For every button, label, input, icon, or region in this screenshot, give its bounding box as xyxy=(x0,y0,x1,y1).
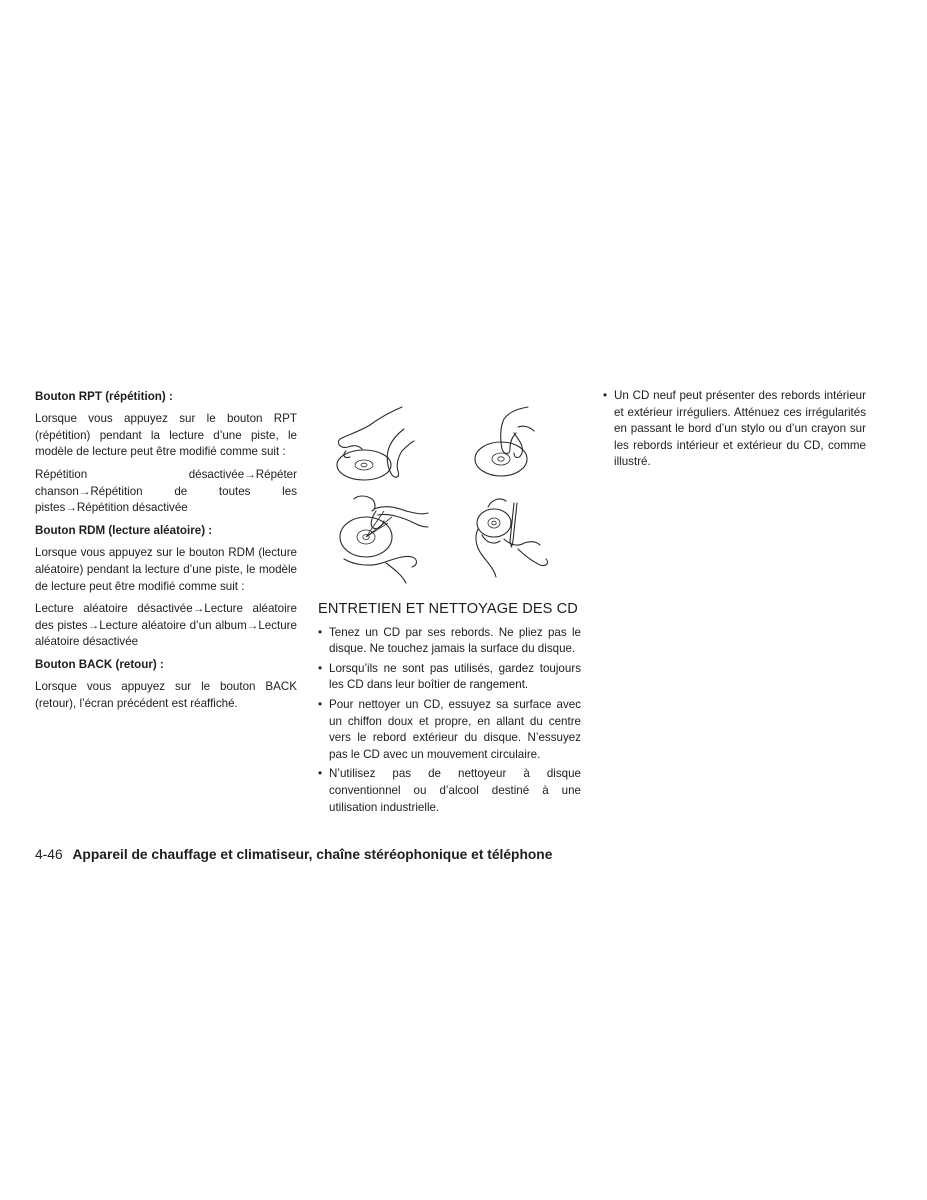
rpt-heading: Bouton RPT (répétition) : xyxy=(35,390,173,403)
cd-center-hold-figure xyxy=(475,407,534,476)
rdm-sequence: Lecture aléatoire désactivée→Lecture aléatoire des pistes→Lecture aléatoire d’un album→Lecture aléatoire désactivée xyxy=(35,602,297,649)
cd-pen-edge-figure xyxy=(476,499,548,577)
middle-column xyxy=(318,399,581,819)
bullet-marker: • xyxy=(318,625,323,639)
list-item xyxy=(318,625,581,658)
page-number: 4-46 xyxy=(35,847,63,862)
list-item-text: Lorsqu’ils ne sont pas utilisés, gardez toujours les CD dans leur boîtier de rangement. xyxy=(329,661,581,692)
bullet-marker: • xyxy=(318,661,323,675)
rdm-description: Lorsque vous appuyez sur le bouton RDM (lecture aléatoire) pendant la lecture d’une piste, le modèle de lecture peut être modifié comme suit : xyxy=(35,546,297,593)
rpt-description: Lorsque vous appuyez sur le bouton RPT (répétition) pendant la lecture d’une piste, le modèle de lecture peut être modifié comme suit : xyxy=(35,412,297,459)
cd-wipe-figure xyxy=(340,496,428,583)
list-item xyxy=(318,661,581,694)
page-footer xyxy=(35,846,895,864)
back-heading: Bouton BACK (retour) : xyxy=(35,658,164,672)
list-item-text: Pour nettoyer un CD, essuyez sa surface avec un chiffon doux et propre, en allant du centre vers le rebord extérieur du disque. N’essuyez pas le CD avec un mouvement circulaire. xyxy=(329,697,581,761)
section-title: ENTRETIEN ET NETTOYAGE DES CD xyxy=(318,601,578,617)
list-item-text: Tenez un CD par ses rebords. Ne pliez pas le disque. Ne touchez jamais la surface du disque. xyxy=(329,625,581,656)
bullet-marker: • xyxy=(318,767,323,781)
right-column xyxy=(603,388,866,474)
list-item-text: N’utilisez pas de nettoyeur à disque conventionnel ou d’alcool destiné à une utilisation industrielle. xyxy=(329,767,581,814)
new-cd-list xyxy=(603,388,866,471)
cd-handling-illustration xyxy=(318,399,581,591)
rdm-heading: Bouton RDM (lecture aléatoire) : xyxy=(35,524,213,538)
chapter-title: Appareil de chauffage et climatiseur, chaîne stéréophonique et téléphone xyxy=(72,847,553,862)
list-item xyxy=(318,697,581,763)
bullet-marker: • xyxy=(603,389,608,402)
list-item xyxy=(603,388,866,471)
list-item-text: Un CD neuf peut présenter des rebords intérieur et extérieur irréguliers. Atténuez ces irrégularités en passant le bord d’un stylo ou d’un crayon sur les rebords intérieur et extérieur du CD, comme illustré. xyxy=(614,389,866,469)
left-column xyxy=(35,389,297,719)
back-description: Lorsque vous appuyez sur le bouton BACK (retour), l’écran précédent est réaffiché. xyxy=(35,680,297,711)
bullet-marker: • xyxy=(318,697,323,711)
cd-hold-figure xyxy=(337,407,414,480)
rpt-sequence: Répétition désactivée→Répéter chanson→Répétition de toutes les pistes→Répétition désactivée xyxy=(35,468,297,515)
list-item xyxy=(318,766,581,816)
cd-care-list xyxy=(318,625,581,817)
